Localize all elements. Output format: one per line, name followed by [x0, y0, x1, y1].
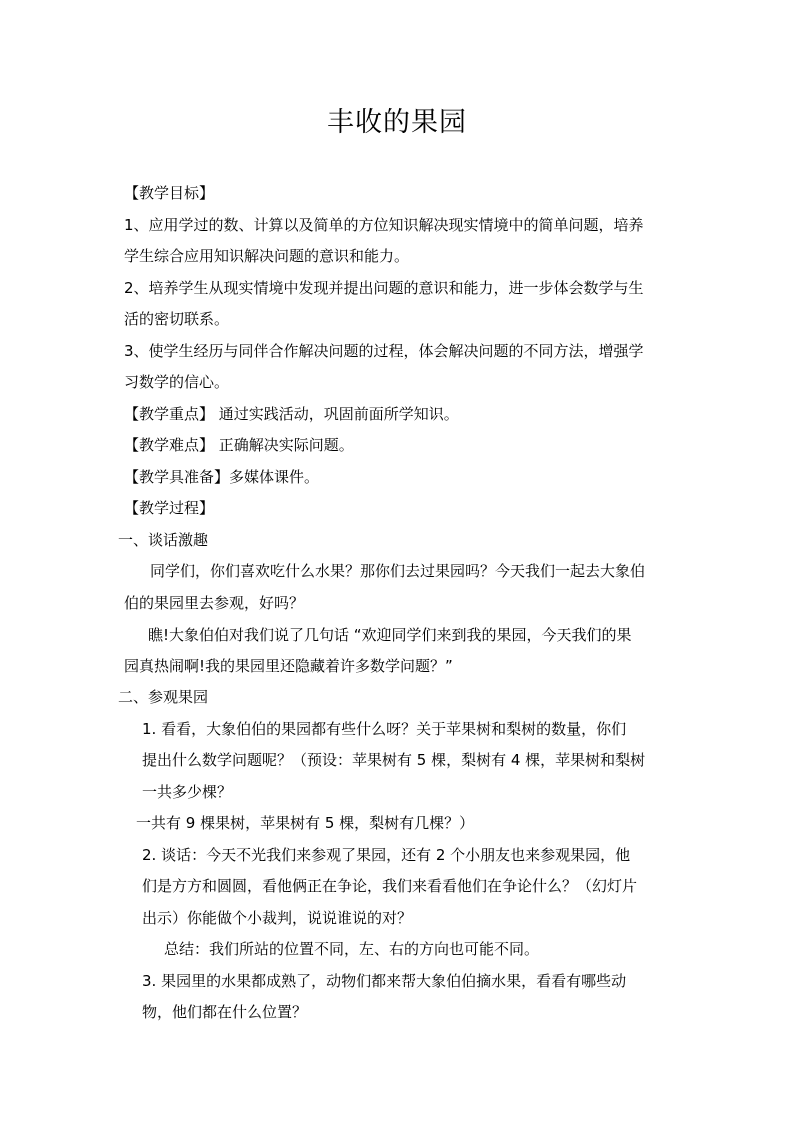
paragraph-line: 活的密切联系。 [124, 310, 230, 328]
list-item-line: 3. 果园里的水果都成熟了，动物们都来帮大象伯伯摘水果，看看有哪些动 [142, 972, 627, 990]
section-heading-difficulties: 【教学难点】 正确解决实际问题。 [124, 436, 354, 454]
paragraph-line: 瞧!大象伯伯对我们说了几句话 “欢迎同学们来到我的果园，今天我们的果 [148, 626, 632, 644]
subsection-heading: 二、参观果园 [118, 688, 209, 706]
paragraph-line: 同学们，你们喜欢吃什么水果？那你们去过果园吗？今天我们一起去大象伯 [150, 562, 646, 580]
list-item-line: 2. 谈话：今天不光我们来参观了果园，还有 2 个小朋友也来参观果园，他 [142, 846, 631, 864]
paragraph-line: 习数学的信心。 [124, 373, 230, 391]
paragraph-line: 伯的果园里去参观，好吗？ [124, 594, 305, 612]
list-item-line: 一共有 9 棵果树，苹果树有 5 棵，梨树有几棵？） [136, 814, 475, 832]
list-item-line: 物，他们都在什么位置？ [142, 1003, 308, 1021]
section-heading-materials: 【教学具准备】多媒体课件。 [124, 468, 320, 486]
list-item-line: 出示）你能做个小裁判，说说谁说的对？ [142, 909, 413, 927]
summary-line: 总结：我们所站的位置不同，左、右的方向也可能不同。 [164, 940, 540, 958]
paragraph-line: 1、应用学过的数、计算以及简单的方位知识解决现实情境中的简单问题，培养 [124, 216, 644, 234]
list-item-line: 一共多少棵？ [142, 783, 233, 801]
paragraph-line: 学生综合应用知识解决问题的意识和能力。 [124, 247, 410, 265]
paragraph-line: 园真热闹啊!我的果园里还隐藏着许多数学问题？” [124, 657, 453, 675]
document-title: 丰收的果园 [327, 107, 467, 138]
section-heading-objectives: 【教学目标】 [124, 184, 215, 202]
paragraph-line: 2、培养学生从现实情境中发现并提出问题的意识和能力，进一步体会数学与生 [124, 279, 644, 297]
section-heading-key-points: 【教学重点】 通过实践活动，巩固前面所学知识。 [124, 405, 459, 423]
list-item-line: 们是方方和圆圆，看他俩正在争论，我们来看看他们在争论什么？（幻灯片 [142, 877, 638, 895]
section-heading-process: 【教学过程】 [124, 499, 215, 517]
list-item-line: 提出什么数学问题呢？（预设：苹果树有 5 棵，梨树有 4 棵，苹果树和梨树 [142, 751, 646, 769]
paragraph-line: 3、使学生经历与同伴合作解决问题的过程，体会解决问题的不同方法，增强学 [124, 342, 644, 360]
list-item-line: 1. 看看，大象伯伯的果园都有些什么呀？关于苹果树和梨树的数量，你们 [142, 720, 627, 738]
subsection-heading: 一、谈话激趣 [118, 531, 209, 549]
